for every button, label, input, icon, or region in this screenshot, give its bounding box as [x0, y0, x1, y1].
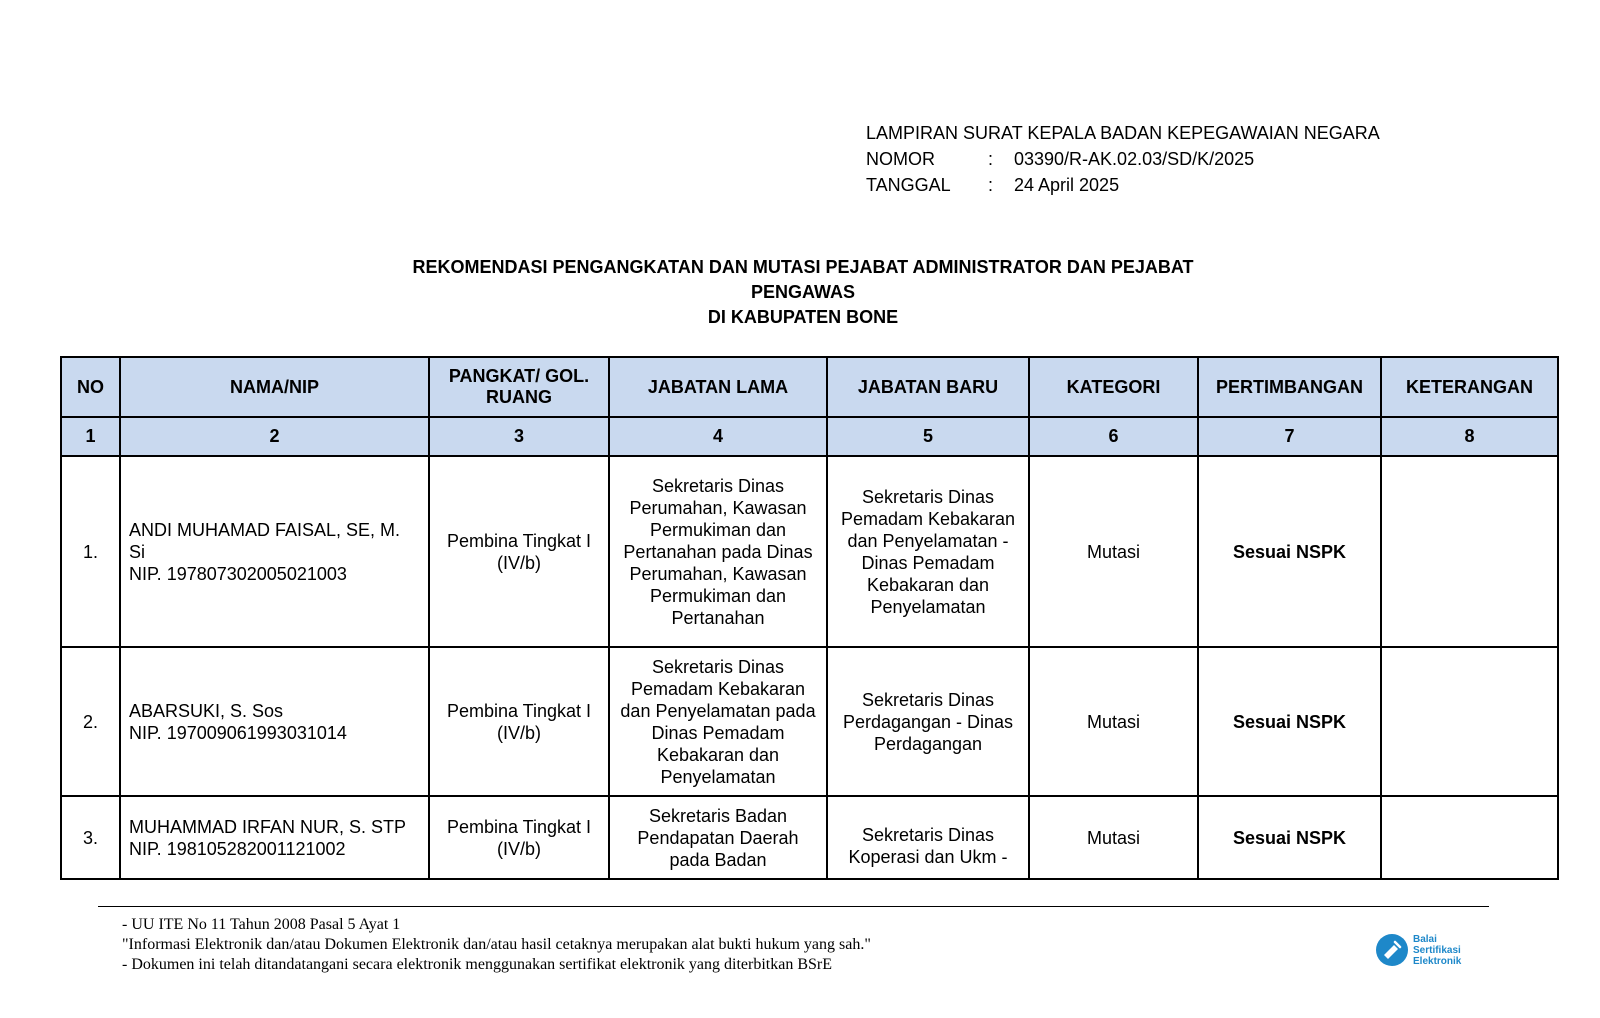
cell-nama: ABARSUKI, S. Sos: [129, 700, 284, 721]
cell-nama-nip: [120, 647, 429, 796]
footer-notice: [122, 915, 871, 975]
table-number-row: [61, 417, 1558, 456]
header-nomor-row: [866, 146, 1380, 172]
cell-pertimbangan: Sesuai NSPK: [1198, 796, 1381, 879]
tanggal-colon: :: [988, 175, 994, 195]
cell-pangkat: Pembina Tingkat I (IV/b): [429, 456, 609, 647]
nomor-colon: :: [988, 149, 994, 169]
cell-nama: ANDI MUHAMAD FAISAL, SE, M. Si: [129, 519, 401, 562]
cell-no: 2.: [61, 647, 120, 796]
table-row: [61, 456, 1558, 647]
footer-divider: [98, 906, 1489, 907]
tanggal-label: TANGGAL: [866, 175, 951, 195]
cell-no: 1.: [61, 456, 120, 647]
column-number: 4: [609, 417, 827, 456]
cell-jabatan-baru: Sekretaris Dinas Koperasi dan Ukm -: [827, 796, 1029, 879]
cell-kategori: Mutasi: [1029, 456, 1198, 647]
bsre-logo-icon: [1375, 933, 1409, 967]
recommendation-table: [60, 356, 1559, 880]
column-number: 1: [61, 417, 120, 456]
cell-keterangan: [1381, 796, 1558, 879]
title-line-3: DI KABUPATEN BONE: [707, 307, 899, 327]
title-line-1: REKOMENDASI PENGANGKATAN DAN MUTASI PEJABAT ADMINISTRATOR DAN PEJABAT: [412, 257, 1194, 277]
cell-keterangan: [1381, 647, 1558, 796]
cell-pangkat: Pembina Tingkat I (IV/b): [429, 796, 609, 879]
cell-no: 3.: [61, 796, 120, 879]
cell-nama: MUHAMMAD IRFAN NUR, S. STP: [129, 816, 407, 837]
logo-line-3: Elektronik: [1413, 955, 1462, 967]
cell-nip: NIP. 198105282001121002: [129, 838, 346, 859]
column-number: 6: [1029, 417, 1198, 456]
document-title: [380, 255, 1226, 330]
footer-line-2: "Informasi Elektronik dan/atau Dokumen Elektronik dan/atau hasil cetaknya merupakan alat bukti hukum yang sah.": [122, 936, 871, 953]
cell-pertimbangan: Sesuai NSPK: [1198, 647, 1381, 796]
cell-jabatan-baru: Sekretaris Dinas Pemadam Kebakaran dan Penyelamatan - Dinas Pemadam Kebakaran dan Penyelamatan: [827, 456, 1029, 647]
cell-nama-nip: [120, 456, 429, 647]
column-number: 8: [1381, 417, 1558, 456]
bsre-logo-text: [1413, 934, 1461, 967]
table-row: [61, 647, 1558, 796]
table-row: [61, 796, 1558, 879]
nomor-value: 03390/R-AK.02.03/SD/K/2025: [1014, 149, 1255, 169]
column-number: 3: [429, 417, 609, 456]
letter-header: [866, 120, 1380, 198]
header-tanggal-row: [866, 172, 1380, 198]
logo-line-2: Sertifikasi: [1413, 944, 1461, 956]
cell-jabatan-baru: Sekretaris Dinas Perdagangan - Dinas Perdagangan: [827, 647, 1029, 796]
nomor-label: NOMOR: [866, 149, 935, 169]
header-kategori: KATEGORI: [1029, 357, 1198, 417]
cell-jabatan-lama: Sekretaris Dinas Perumahan, Kawasan Permukiman dan Pertanahan pada Dinas Perumahan, Kawasan Permukiman dan Pertanahan: [609, 456, 827, 647]
cell-pertimbangan: Sesuai NSPK: [1198, 456, 1381, 647]
cell-keterangan: [1381, 456, 1558, 647]
header-pertimbangan: PERTIMBANGAN: [1198, 357, 1381, 417]
header-no: NO: [61, 357, 120, 417]
cell-nama-nip: [120, 796, 429, 879]
title-line-2: PENGAWAS: [750, 282, 856, 302]
header-pangkat: PANGKAT/ GOL. RUANG: [429, 357, 609, 417]
header-jabatan-lama: JABATAN LAMA: [609, 357, 827, 417]
header-nama-nip: NAMA/NIP: [120, 357, 429, 417]
table-header-row: [61, 357, 1558, 417]
footer-line-3: - Dokumen ini telah ditandatangani secara elektronik menggunakan sertifikat elektronik yang diterbitkan BSrE: [122, 956, 832, 973]
column-number: 5: [827, 417, 1029, 456]
footer-line-1: - UU ITE No 11 Tahun 2008 Pasal 5 Ayat 1: [122, 916, 401, 933]
column-number: 2: [120, 417, 429, 456]
tanggal-value: 24 April 2025: [1014, 175, 1120, 195]
cell-jabatan-lama: Sekretaris Dinas Pemadam Kebakaran dan Penyelamatan pada Dinas Pemadam Kebakaran dan Penyelamatan: [609, 647, 827, 796]
cell-nip: NIP. 197807302005021003: [129, 563, 347, 584]
column-number: 7: [1198, 417, 1381, 456]
header-title: LAMPIRAN SURAT KEPALA BADAN KEPEGAWAIAN NEGARA: [866, 123, 1380, 143]
cell-pangkat: Pembina Tingkat I (IV/b): [429, 647, 609, 796]
logo-line-1: Balai: [1413, 933, 1437, 945]
cell-kategori: Mutasi: [1029, 647, 1198, 796]
cell-kategori: Mutasi: [1029, 796, 1198, 879]
cell-nip: NIP. 197009061993031014: [129, 722, 347, 743]
cell-jabatan-lama: Sekretaris Badan Pendapatan Daerah pada Badan: [609, 796, 827, 879]
header-jabatan-baru: JABATAN BARU: [827, 357, 1029, 417]
header-keterangan: KETERANGAN: [1381, 357, 1558, 417]
bsre-logo: [1375, 933, 1461, 967]
